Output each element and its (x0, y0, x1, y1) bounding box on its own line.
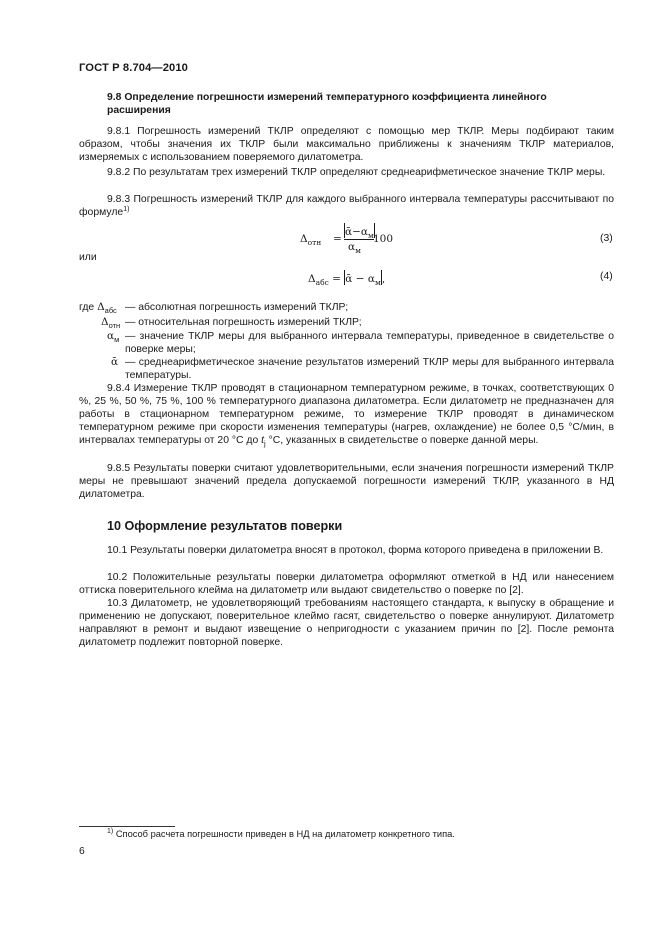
eq3-den-sub: м (355, 246, 361, 255)
equation-3 (300, 225, 420, 265)
paragraph-10-3: 10.3 Дилатометр, не удовлетворяющий требованиям настоящего стандарта, к выпуску в обращение и применению не допускают, поверительное клеймо гасят, свидетельство о поверке аннулируют. Дилатометр направляют в ремонт и выдают извещение о непригодности с указанием причин по [2]. После ремонта дилатометр подлежит повторной поверке. (79, 598, 614, 649)
def3-sub: м (114, 335, 120, 344)
footnote-separator (79, 826, 175, 827)
eq3-delta-sub: отн (307, 238, 322, 247)
def2-sub: отн (108, 321, 121, 330)
definition-3-text: — значение ТКЛР меры для выбранного интервала температуры, приведенное в свидетельстве о поверке меры; (125, 331, 614, 356)
p4-t-sub: j (264, 439, 266, 449)
section-10-title: 10 Оформление результатов поверки (107, 519, 343, 533)
def3-symbol: α (107, 330, 115, 342)
definition-4-text: — среднеарифметическое значение результатов измерений ТКЛР меры для выбранного интервала температуры. (125, 357, 614, 382)
p4-part-a: 9.8.4 Измерение ТКЛР проводят в стационарном температурном режиме, в точках, соответствующих 0 %, 25 %, 50 %, 75 %, 100 % температурного диапазона дилатометра. Если дилатометр не предназначен для работы в стационарном температурном режиме, то измерение ТКЛР проводят в динамическом температурном режиме при скорости изменения температуры (нагрев, охлаждение) не более 0,5 °С/мин, в интервалах температуры от 20 °С до (79, 383, 614, 447)
definition-2-text: — относительная погрешность измерений ТКЛР; (125, 317, 362, 328)
eq4-delta-sub: абс (315, 278, 329, 287)
eq4-equals: = (332, 273, 341, 285)
paragraph-9-8-3 (79, 193, 614, 220)
p4-part-b: °С, указанных в свидетельстве о поверке данной меры. (265, 435, 539, 447)
equation-4 (308, 270, 385, 285)
definition-where (79, 301, 117, 314)
eq3-delta: Δ (300, 233, 308, 245)
footnote-text: Способ расчета погрешности приведен в НД на дилатометр конкретного типа. (115, 829, 455, 839)
paragraph-9-8-3-text: 9.8.3 Погрешность измерений ТКЛР для каждого выбранного интервала температуры рассчитывают по формуле (79, 194, 614, 219)
eq4-alpha-m: α (367, 273, 375, 285)
eq3-denominator (348, 241, 361, 253)
page-number: 6 (79, 846, 85, 857)
definition-2-symbol (101, 316, 120, 329)
def4-symbol: ᾱ (111, 356, 119, 368)
eq3-numerator (344, 223, 375, 238)
definition-1-text: — абсолютная погрешность измерений ТКЛР; (125, 302, 349, 313)
section-9-8-title: 9.8 Определение погрешности измерений температурного коэффициента линейного расширения (107, 92, 547, 116)
eq4-alpha-m-sub: м (374, 278, 381, 287)
definition-3-symbol (107, 330, 119, 343)
footnote (107, 829, 455, 839)
eq3-alpha-m: α (360, 226, 368, 238)
eq3-fraction-line (344, 239, 374, 240)
paragraph-9-8-2: 9.8.2 По результатам трех измерений ТКЛР определяют среднеарифметическое значение ТКЛР меры. (107, 167, 606, 178)
paragraph-9-8-4 (79, 382, 614, 447)
paragraph-9-8-1: 9.8.1 Погрешность измерений ТКЛР определяют с помощью мер ТКЛР. Меры подбирают таким образом, чтобы значения их ТКЛР были максимально приближены к значениям ТКЛР материалов, измеряемых с использованием поверяемого дилатометра. (79, 126, 614, 164)
paragraph-10-1: 10.1 Результаты поверки дилатометра вносят в протокол, форма которого приведена в приложении В. (107, 545, 604, 556)
or-word: или (79, 252, 97, 263)
eq3-den-alpha: α (348, 241, 356, 253)
p4-t: t (261, 435, 265, 447)
eq3-equals: = (333, 233, 342, 245)
document-header: ГОСТ Р 8.704—2010 (79, 62, 188, 74)
paragraph-9-8-5: 9.8.5 Результаты поверки считают удовлетворительными, если значения погрешности измерений ТКЛР меры не превышают значений предела допускаемой погрешности измерений ТКЛР, указанного в НД дилатометра. (79, 463, 614, 501)
eq3-minus: − (352, 226, 361, 238)
where-word: где (79, 302, 95, 313)
eq4-comma: , (381, 273, 386, 285)
def1-symbol: Δ (97, 301, 105, 313)
def1-sub: абс (104, 306, 117, 315)
eq3-fraction (344, 225, 372, 259)
eq3-lhs (300, 233, 321, 245)
footnote-ref: 1) (123, 206, 130, 214)
equation-3-number: (3) (600, 233, 613, 244)
footnote-mark: 1) (107, 828, 114, 835)
equation-4-number: (4) (600, 271, 613, 282)
eq3-alpha-mean: ᾱ (345, 226, 353, 238)
eq4-alpha-mean: ᾱ (345, 273, 353, 285)
def2-symbol: Δ (101, 316, 109, 328)
eq4-delta: Δ (308, 273, 316, 285)
eq3-factor: 100 (373, 233, 394, 245)
eq3-alpha-m-sub: м (368, 231, 374, 240)
definition-4-symbol (111, 356, 118, 369)
eq4-minus: − (355, 273, 365, 285)
paragraph-10-2: 10.2 Положительные результаты поверки дилатометра оформляют отметкой в НД или нанесением оттиска поверительного клейма на дилатометр или выдают свидетельство о поверке по [2]. (79, 572, 614, 597)
